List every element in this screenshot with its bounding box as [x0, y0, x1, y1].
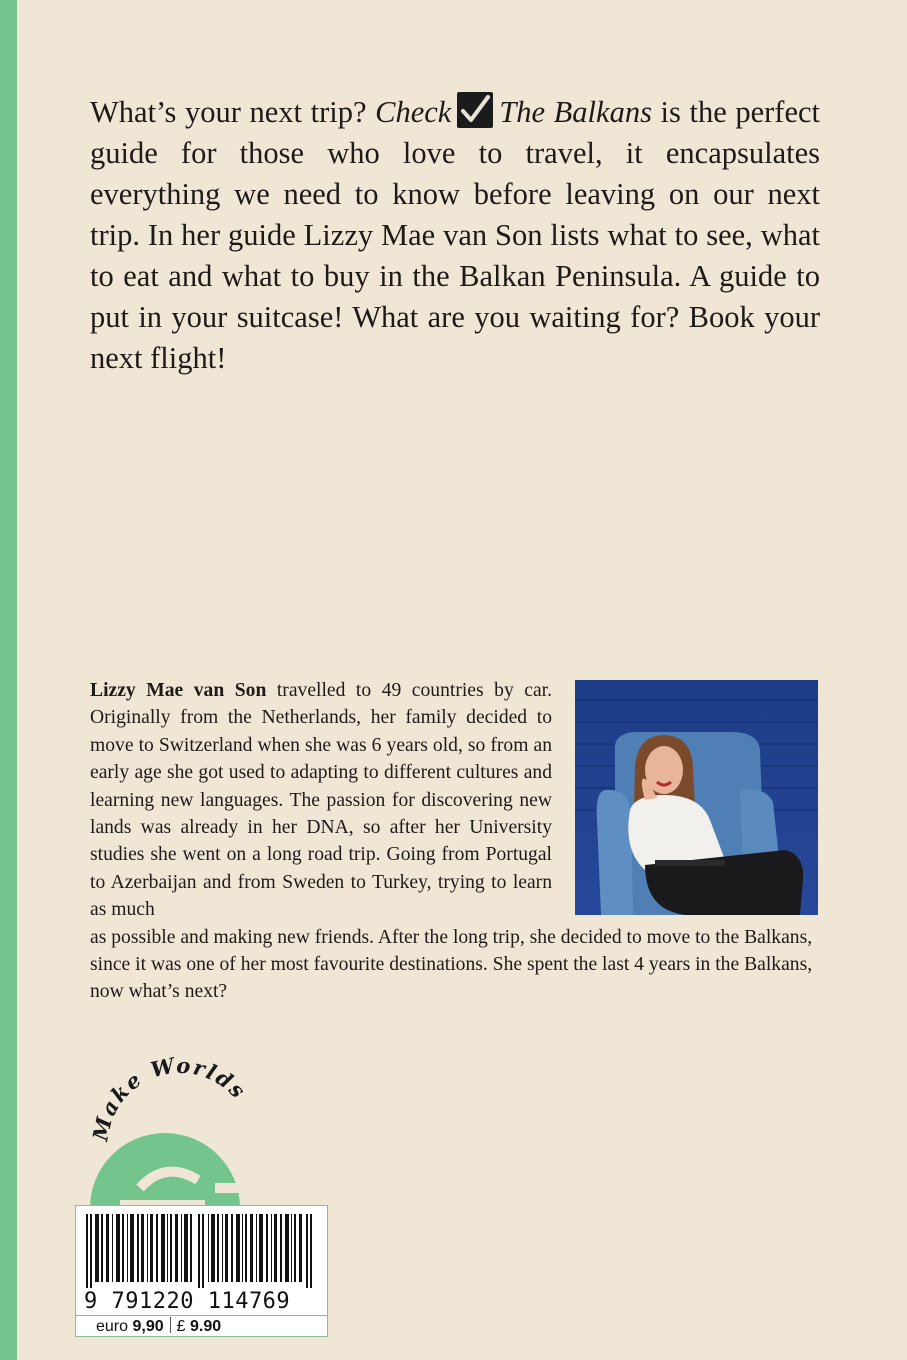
- bio-paragraph-top: [90, 677, 552, 924]
- book-title-check: Check: [375, 95, 452, 129]
- gbp-label: £: [176, 1318, 186, 1335]
- gbp-price: 9.90: [189, 1318, 222, 1335]
- bio-text-bottom: as possible and making new friends. After the long trip, she decided to move to the Balkans, since it was one of her most favourite destinations. She spent the last 4 years in the Balkans, now what’s next?: [90, 926, 813, 1003]
- price-separator: [170, 1317, 171, 1333]
- checkmark-icon: [457, 92, 493, 128]
- spine-stripe: [0, 0, 17, 1360]
- euro-label: euro: [96, 1318, 129, 1335]
- svg-text:Make Worlds: [87, 1052, 252, 1144]
- publisher-logo: [80, 1052, 280, 1218]
- author-bio: [90, 677, 820, 1006]
- euro-price: 9,90: [132, 1318, 164, 1335]
- blurb-body: is the perfect guide for those who love to travel, it encapsulates everything we need to know before leaving on our next trip. In her guide Lizzy Mae van Son lists what to see, what to eat and what to buy in the Balkan Peninsula. A guide to put in your suitcase! What are you waiting for? Book your next flight!: [90, 95, 821, 375]
- back-cover-blurb: [90, 92, 820, 379]
- isbn-number: 9 791220 114769: [84, 1289, 291, 1314]
- blurb-intro: What’s your next trip?: [90, 95, 376, 129]
- barcode-box: [75, 1205, 328, 1337]
- author-name: Lizzy Mae van Son: [90, 680, 267, 701]
- barcode: [86, 1214, 318, 1288]
- publisher-logo-text: Make Worlds: [87, 1052, 252, 1143]
- bio-text-top: travelled to 49 countries by car. Originally from the Netherlands, her family decided to move to Switzerland when she was 6 years old, so from an early age she got used to adapting to different cultures and learning new languages. The passion for discovering new lands was already in her DNA, so after her University studies she went on a long road trip. Going from Portugal to Azerbaijan and from Sweden to Turkey, trying to learn as much: [90, 680, 552, 921]
- price-row: [76, 1315, 327, 1337]
- book-title-balkans: The Balkans: [499, 95, 652, 129]
